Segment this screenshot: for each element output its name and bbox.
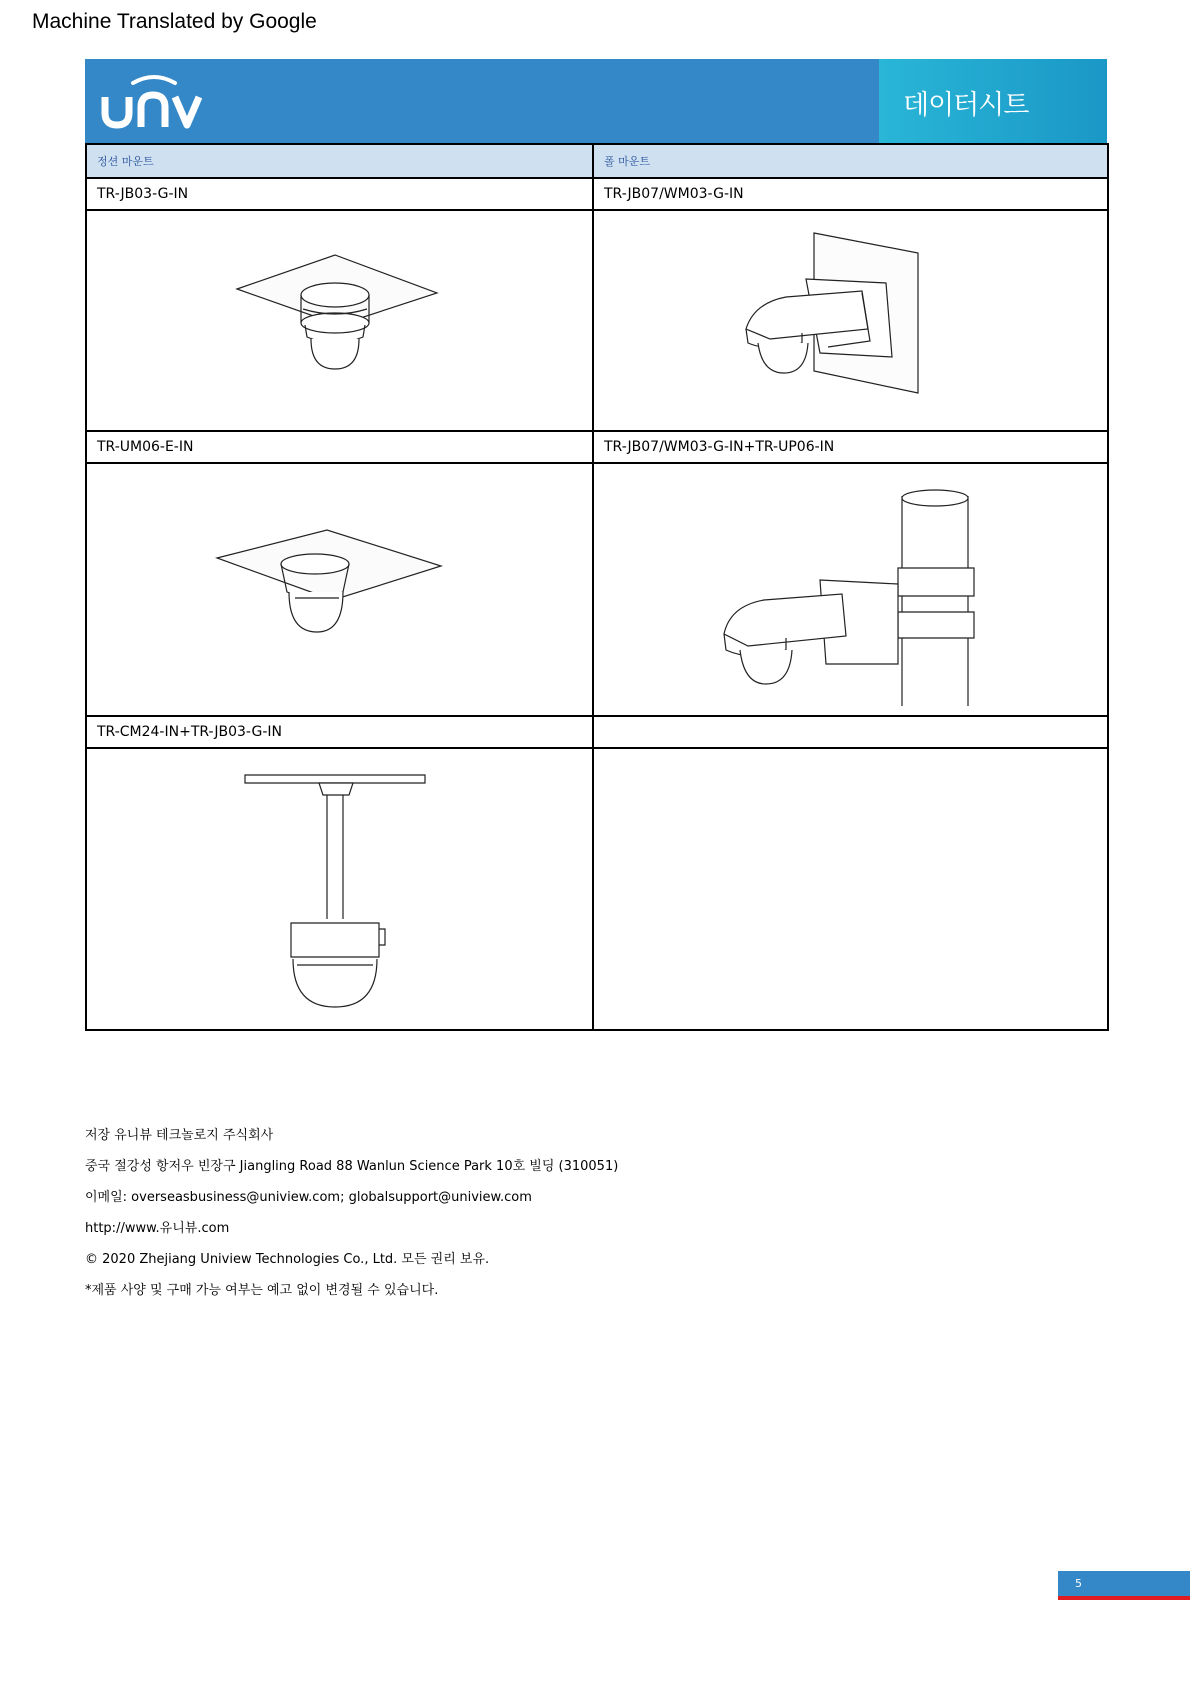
footer-address: 중국 절강성 항저우 빈장구 Jiangling Road 88 Wanlun Science Park 10호 빌딩 (310051) (85, 1159, 619, 1174)
page-number-box (1058, 1571, 1190, 1600)
table-row (86, 178, 1108, 210)
table-row (86, 431, 1108, 463)
image-cell-empty (593, 748, 1108, 1030)
machine-translation-notice: Machine Translated by Google (32, 10, 317, 33)
unv-logo (99, 69, 209, 131)
footer-website-link[interactable]: http://www.유니뷰.com (85, 1221, 230, 1236)
header-banner (85, 59, 1107, 143)
page-number: 5 (1075, 1577, 1082, 1590)
doc-type-label: 데이터시트 (903, 90, 1029, 121)
mount-accessory-table (85, 143, 1109, 1031)
junction-box-ceiling-dome-illustration (235, 253, 439, 373)
footer-email: 이메일: overseasbusiness@uniview.com; globalsupport@uniview.com (85, 1190, 532, 1205)
image-cell (86, 463, 593, 716)
pole-mount-dome-illustration (722, 488, 990, 710)
wall-mount-dome-illustration (742, 231, 928, 399)
model-label (593, 716, 1108, 748)
in-ceiling-mount-dome-illustration (215, 528, 443, 648)
model-label: TR-CM24-IN+TR-JB03-G-IN (86, 716, 593, 748)
table-image-row (86, 748, 1108, 1030)
model-label: TR-JB03-G-IN (86, 178, 593, 210)
footer-copyright: © 2020 Zhejiang Uniview Technologies Co., Ltd. 모든 권리 보유. (85, 1252, 490, 1267)
table-image-row (86, 463, 1108, 716)
footer-disclaimer: *제품 사양 및 구매 가능 여부는 예고 없이 변경될 수 있습니다. (85, 1283, 439, 1298)
footer-line: 저장 유니뷰 테크놀로지 주식회사 (85, 1128, 274, 1143)
model-label: TR-JB07/WM03-G-IN (593, 178, 1108, 210)
header-junction-mount: 정션 마운트 (86, 144, 593, 178)
image-cell (86, 210, 593, 431)
table-row (86, 716, 1108, 748)
image-cell (593, 463, 1108, 716)
model-label: TR-JB07/WM03-G-IN+TR-UP06-IN (593, 431, 1108, 463)
image-cell (86, 748, 593, 1030)
header-pole-mount: 폴 마운트 (593, 144, 1108, 178)
table-image-row (86, 210, 1108, 431)
table-header-row (86, 144, 1108, 178)
image-cell (593, 210, 1108, 431)
pendant-mount-dome-illustration (243, 769, 429, 1009)
datasheet-tab (879, 59, 1107, 143)
company-footer (85, 1124, 618, 1310)
model-label: TR-UM06-E-IN (86, 431, 593, 463)
